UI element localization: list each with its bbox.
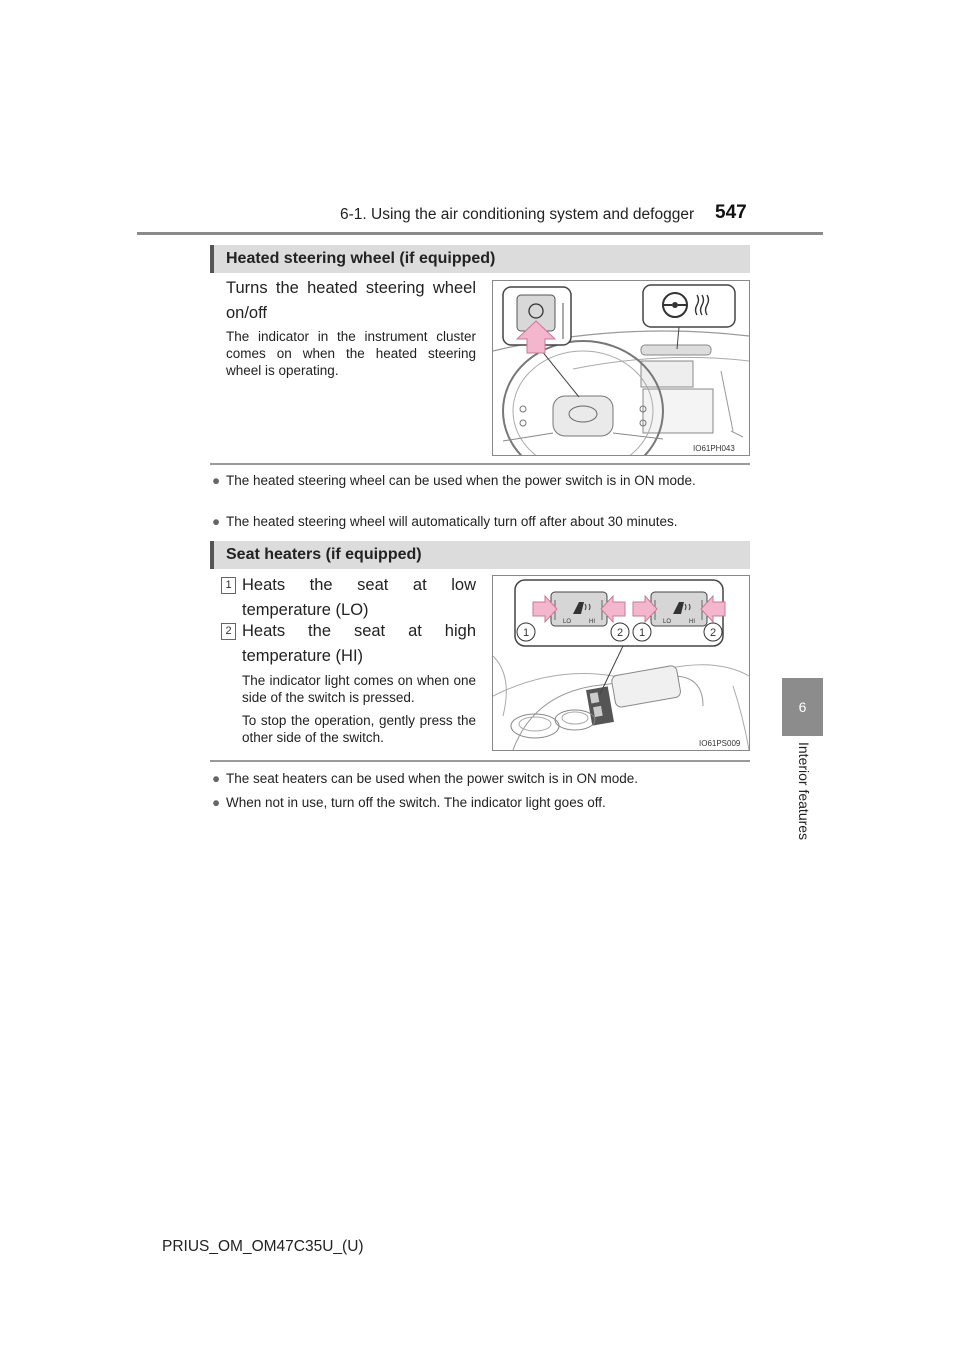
callout-number: 1 [638,627,646,639]
seat-note-text-1: The seat heaters can be used when the power switch is in ON mode. [226,771,638,786]
steering-illustration [493,281,749,455]
switch-lo-label-right: LO [663,619,672,625]
section-rule [210,760,750,762]
seat-detail-1: The indicator light comes on when one side of the switch is pressed. [242,673,476,705]
steering-figure [492,280,750,456]
steering-note-2 [212,513,748,531]
seat-detail-2: To stop the operation, gently press the other side of the switch. [242,713,476,745]
switch-lo-label: LO [563,619,572,625]
callout-number: 2 [709,627,717,639]
seat-note-2 [212,794,748,812]
steering-note-1 [212,472,748,490]
seat-heater-illustration [493,576,749,750]
switch-hi-label-right: HI [689,619,695,625]
bullet-icon: ● [212,473,221,488]
section-header: 6-1. Using the air conditioning system and defogger [340,206,695,223]
bullet-icon: ● [212,795,221,810]
steering-detail: The indicator in the instrument cluster comes on when the heated steering wheel is operating. [226,329,476,378]
section-heading-seat-heaters: Seat heaters (if equipped) [210,541,750,569]
header-rule [137,232,823,235]
page-number: 547 [715,202,747,223]
seat-item-2: Heats the seat at high temperature (HI) [242,622,476,665]
chapter-tab: 6 [782,678,823,736]
seat-note-text-2: When not in use, turn off the switch. The indicator light goes off. [226,795,606,810]
section-heading-heated-steering: Heated steering wheel (if equipped) [210,245,750,273]
steering-note-text-1: The heated steering wheel can be used when the power switch is in ON mode. [226,473,696,488]
switch-hi-label: HI [589,619,595,625]
chapter-title: Interior features [796,742,812,841]
steering-figure-code: IO61PH043 [693,444,735,453]
seat-heater-figure [492,575,750,751]
item-number-2: 2 [221,623,236,640]
seat-item-1: Heats the seat at low temperature (LO) [242,576,476,619]
section-rule [210,463,750,465]
bullet-icon: ● [212,514,221,529]
callout-number: 2 [616,627,624,639]
steering-note-text-2: The heated steering wheel will automatically turn off after about 30 minutes. [226,514,678,529]
steering-instruction: Turns the heated steering wheel on/off [226,279,476,322]
bullet-icon: ● [212,771,221,786]
callout-number: 1 [522,627,530,639]
seat-note-1 [212,770,748,788]
seat-figure-code: IO61PS009 [699,739,741,748]
item-number-1: 1 [221,577,236,594]
document-code: PRIUS_OM_OM47C35U_(U) [162,1238,364,1255]
